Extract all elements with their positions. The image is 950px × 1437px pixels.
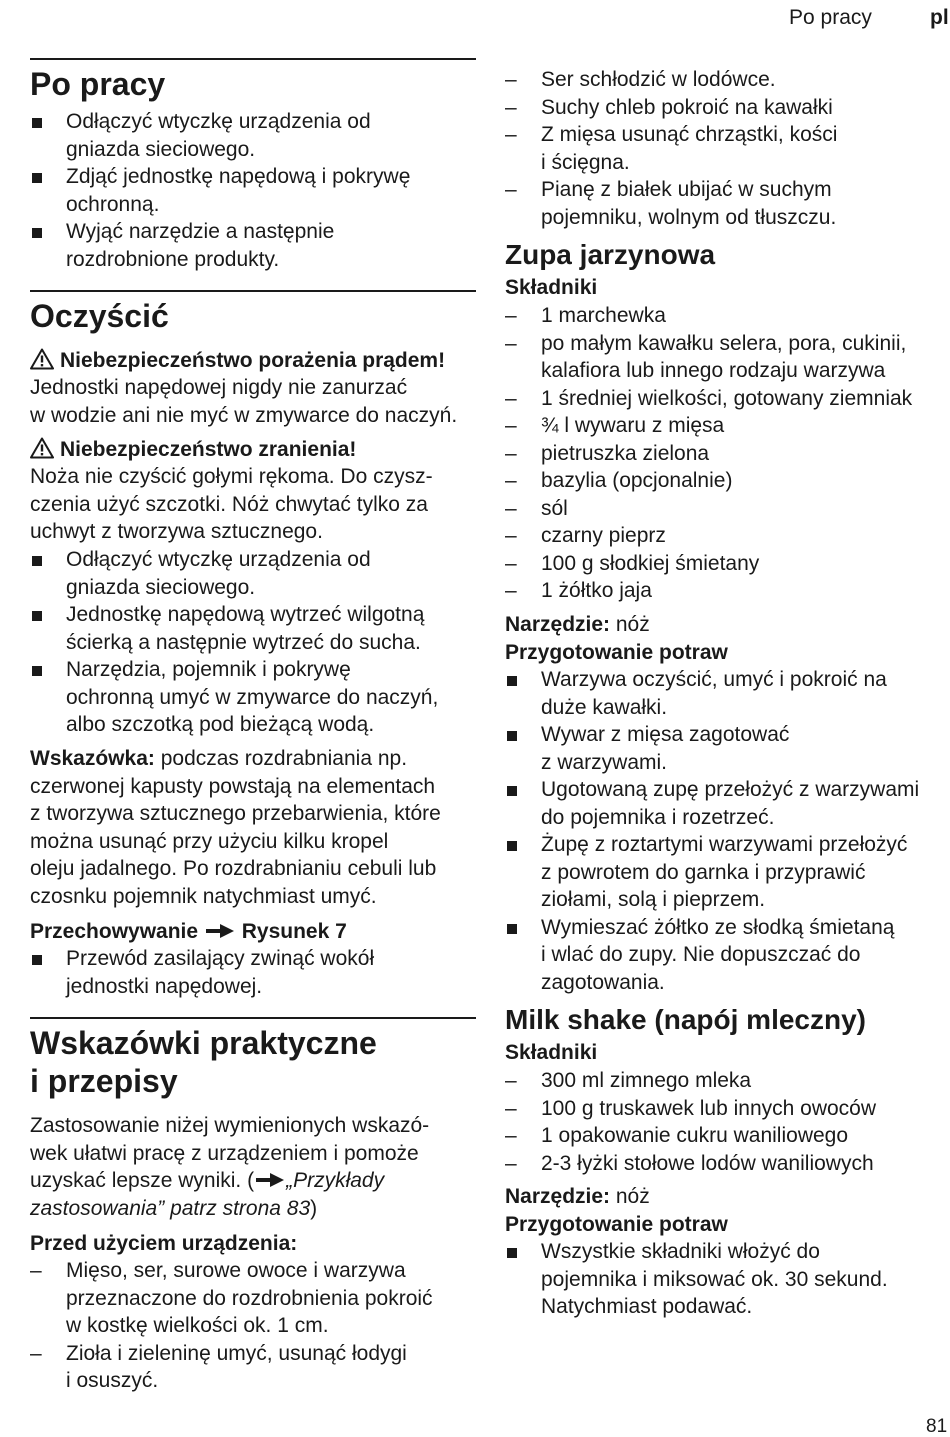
list-item-line: ścierką a następnie wytrzeć do sucha. (66, 630, 421, 654)
list-item-line: pojemnika i miksować ok. 30 sekund. (541, 1267, 888, 1291)
text-line: wek ułatwi pracę z urządzeniem i pomoże (30, 1141, 419, 1165)
list-item-line: w kostkę wielkości ok. 1 cm. (66, 1314, 329, 1337)
list-item (505, 1067, 950, 1095)
list-item-line: i osuszyć. (66, 1369, 159, 1392)
text-line: Zastosowanie niżej wymienionych wskazó- (30, 1114, 430, 1137)
cleaning-tip (30, 745, 476, 910)
text-line: można usunąć przy użyciu kilku kropel (30, 829, 389, 853)
list-item-line: i ścięgna. (541, 150, 630, 174)
list-item-line: – Z mięsa usunąć chrząstki, kości (541, 123, 838, 146)
list-item-line: – 1 opakowanie cukru waniliowego (541, 1124, 849, 1147)
list-item-line: jednostki napędowej. (66, 974, 263, 998)
text-line: Jednostki napędowej nigdy nie zanurzać (30, 376, 408, 399)
heading-tips-recipes-line1: Wskazówki praktyczne (30, 1025, 377, 1061)
list-item (30, 656, 476, 739)
list-item-line: ziołami, solą i pieprzem. (541, 888, 766, 911)
list-item (505, 467, 950, 495)
list-item-line: – Pianę z białek ubijać w suchym (541, 178, 832, 201)
list-item (505, 385, 950, 413)
list-item-line: zagotowania. (541, 970, 665, 994)
tips-intro-text: uzyskać lepsze wyniki. ( (30, 1169, 255, 1192)
shake-ingredients-list (505, 1067, 950, 1177)
list-item-line: Natychmiast podawać. (541, 1295, 753, 1318)
tip-label: Wskazówka: (30, 747, 155, 770)
arrow-right-icon (206, 924, 234, 938)
soup-ingredients-heading: Składniki (505, 276, 598, 299)
list-item-line: ochronną umyć w zmywarce do naczyń, (66, 685, 439, 709)
storage-figure-reference: Rysunek 7 (241, 920, 347, 943)
text-line: oleju jadalnego. Po rozdrabnianiu cebuli lub (30, 857, 437, 880)
list-item-line: gniazda sieciowego. (66, 137, 256, 161)
list-item-line: – bazylia (opcjonalnie) (541, 469, 733, 492)
list-item (505, 522, 950, 550)
list-item-line: – po małym kawałku selera, pora, cukinii, (541, 331, 907, 355)
list-item (505, 831, 950, 914)
list-item-line: rozdrobnione produkty. (66, 247, 280, 271)
list-item-line: – ¾ l wywaru z mięsa (541, 414, 725, 437)
list-item-line: Przewód zasilający zwinąć wokół (66, 947, 375, 970)
list-item-line: duże kawałki. (541, 695, 668, 719)
list-item-line: pojemniku, wolnym od tłuszczu. (541, 205, 837, 229)
list-item (30, 108, 476, 163)
list-item (505, 666, 950, 721)
tool-value: nóż (610, 1185, 650, 1208)
list-item-line: – 1 marchewka (541, 304, 666, 327)
tips-intro-text: ) (310, 1196, 318, 1220)
soup-ingredients-list (505, 302, 950, 605)
warning-title: Niebezpieczeństwo zranienia! (60, 438, 357, 461)
text-line: podczas rozdrabniania np. (154, 747, 408, 770)
list-item (505, 495, 950, 523)
list-item-line: Warzywa oczyścić, umyć i pokroić na (541, 668, 887, 691)
list-item (505, 721, 950, 776)
heading-milk-shake: Milk shake (napój mleczny) (505, 1004, 866, 1035)
list-item-line: – 300 ml zimnego mleka (541, 1069, 752, 1092)
tool-label: Narzędzie: (505, 1185, 611, 1208)
list-item-line: – Ser schłodzić w lodówce. (541, 68, 776, 91)
list-item (505, 94, 950, 122)
heading-vegetable-soup: Zupa jarzynowa (505, 239, 716, 270)
list-item-line: Ugotowaną zupę przełożyć z warzywami (541, 778, 920, 801)
list-item-line: Żupę z roztartymi warzywami przełożyć (541, 833, 908, 856)
list-item-line: – sól (541, 496, 568, 520)
heading-tips-recipes-line2: i przepisy (30, 1063, 178, 1099)
list-item (505, 1095, 950, 1123)
shake-tool (505, 1183, 650, 1211)
warning-triangle-icon (30, 437, 54, 459)
list-item (505, 1122, 950, 1150)
list-item (505, 121, 950, 176)
list-item (505, 302, 950, 330)
soup-tool (505, 611, 650, 639)
list-item-line: – Zioła i zieleninę umyć, usunąć łodygi (66, 1341, 407, 1365)
list-item-line: Zdjąć jednostkę napędową i pokrywę (66, 165, 411, 188)
list-item (505, 412, 950, 440)
section-divider (30, 290, 476, 292)
text-line: czenia użyć szczotki. Nóż chwytać tylko za (30, 492, 428, 516)
tips-intro-line (30, 1195, 476, 1223)
list-item (505, 550, 950, 578)
list-item-line: z warzywami. (541, 750, 668, 774)
after-work-list (30, 108, 476, 273)
warning-title: Niebezpieczeństwo porażenia prądem! (60, 349, 446, 372)
shake-preparation-steps (505, 1238, 950, 1321)
tool-value: nóż (610, 613, 650, 636)
list-item-line: – 2-3 łyżki stołowe lodów waniliowych (541, 1151, 874, 1175)
list-item-line: – czarny pieprz (541, 524, 666, 547)
list-item-line: ochronną. (66, 192, 160, 216)
list-item-line: kalafiora lub innego rodzaju warzywa (541, 359, 886, 382)
warning-electric-shock (30, 347, 445, 375)
list-item-line: – 100 g truskawek lub innych owoców (541, 1096, 877, 1120)
warning-electric-shock-text (30, 374, 476, 429)
list-item-line: z powrotem do garnka i przyprawić (541, 860, 866, 884)
list-item (505, 577, 950, 605)
list-item-line: – Mięso, ser, surowe owoce i warzywa (66, 1259, 406, 1282)
list-item-line: – pietruszka zielona (541, 441, 710, 465)
warning-triangle-icon (30, 348, 54, 370)
warning-injury-text (30, 463, 476, 546)
section-divider (30, 1017, 476, 1019)
list-item (30, 601, 476, 656)
list-item (30, 546, 476, 601)
list-item (30, 1257, 476, 1340)
list-item (505, 66, 950, 94)
list-item-line: Odłączyć wtyczkę urządzenia od (66, 110, 371, 133)
cross-reference-link[interactable]: „Przykłady (286, 1169, 385, 1192)
storage-label: Przechowywanie (30, 920, 199, 943)
heading-after-work: Po pracy (30, 66, 166, 102)
list-item (505, 776, 950, 831)
running-header-language: pl (930, 6, 949, 29)
list-item-line: Wywar z mięsa zagotować (541, 723, 790, 746)
arrow-right-icon (256, 1173, 284, 1187)
list-item-line: – 1 żółtko jaja (541, 579, 652, 602)
text-line: w wodzie ani nie myć w zmywarce do naczyń. (30, 403, 458, 427)
cleaning-steps-list (30, 546, 476, 739)
storage-list (30, 945, 476, 1000)
soup-preparation-heading: Przygotowanie potraw (505, 641, 728, 664)
list-item-line: Odłączyć wtyczkę urządzenia od (66, 548, 371, 571)
before-use-heading: Przed użyciem urządzenia: (30, 1232, 298, 1255)
list-item (505, 914, 950, 997)
text-line: czerwonej kapusty powstają na elementach (30, 774, 436, 798)
soup-preparation-steps (505, 666, 950, 996)
tip-text (30, 747, 441, 908)
list-item (30, 1340, 476, 1395)
tips-intro-line (30, 1167, 476, 1195)
list-item-line: Narzędzia, pojemnik i pokrywę (66, 658, 351, 681)
cross-reference-link[interactable]: zastosowania” patrz strona 83 (30, 1196, 311, 1220)
text-line: Noża nie czyścić gołymi rękoma. Do czysz- (30, 465, 433, 488)
list-item-line: – Suchy chleb pokroić na kawałki (541, 95, 833, 119)
list-item (505, 176, 950, 231)
list-item (30, 945, 476, 1000)
list-item-line: Wszystkie składniki włożyć do (541, 1240, 820, 1263)
text-line: uchwyt z tworzywa sztucznego. (30, 520, 323, 543)
section-divider (30, 58, 476, 60)
warning-injury (30, 436, 356, 464)
tips-intro (30, 1112, 476, 1222)
shake-preparation-heading: Przygotowanie potraw (505, 1213, 728, 1236)
list-item (505, 1238, 950, 1321)
list-item-line: albo szczotką pod bieżącą wodą. (66, 713, 375, 736)
tips-intro-lines (30, 1112, 476, 1167)
shake-ingredients-heading: Składniki (505, 1041, 598, 1064)
text-line: czosnku pojemnik natychmiast umyć. (30, 884, 377, 908)
list-item-line: przeznaczone do rozdrobnienia pokroić (66, 1286, 433, 1310)
list-item (505, 440, 950, 468)
heading-cleaning: Oczyścić (30, 298, 169, 334)
page-number: 81 (926, 1416, 948, 1437)
list-item-line: Wyjąć narzędzie a następnie (66, 220, 335, 243)
before-use-list (30, 1257, 476, 1395)
list-item-line: gniazda sieciowego. (66, 575, 256, 599)
tool-label: Narzędzie: (505, 613, 611, 636)
list-item (505, 330, 950, 385)
text-line: z tworzywa sztucznego przebarwienia, które (30, 802, 441, 825)
list-item-line: – 100 g słodkiej śmietany (541, 551, 760, 575)
list-item (505, 1150, 950, 1178)
list-item (30, 163, 476, 218)
before-use-list-continued (505, 66, 950, 231)
list-item-line: – 1 średniej wielkości, gotowany ziemniak (541, 386, 913, 410)
storage-heading (30, 918, 347, 946)
running-header-section: Po pracy (789, 6, 872, 29)
list-item-line: do pojemnika i rozetrzeć. (541, 805, 775, 829)
list-item (30, 218, 476, 273)
list-item-line: Jednostkę napędową wytrzeć wilgotną (66, 603, 425, 626)
list-item-line: Wymieszać żółtko ze słodką śmietaną (541, 915, 895, 939)
list-item-line: i wlać do zupy. Nie dopuszczać do (541, 943, 861, 966)
